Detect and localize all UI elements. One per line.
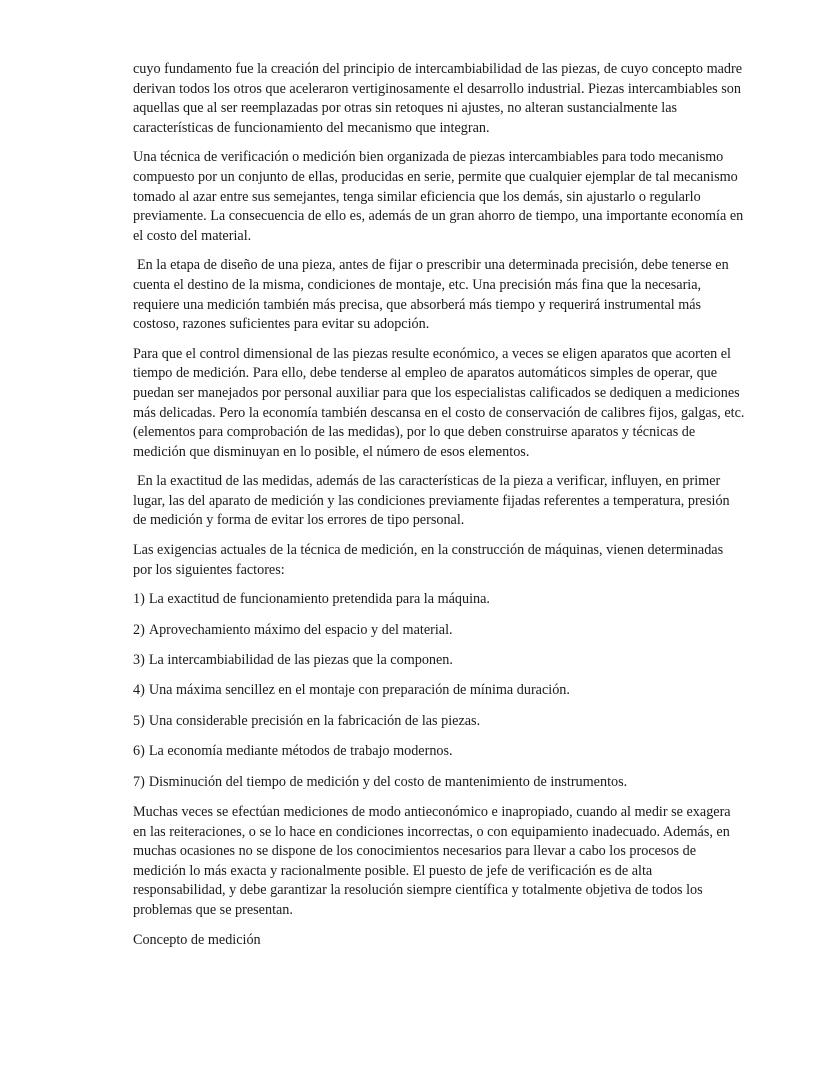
list-item-number: 2) [133, 621, 145, 638]
paragraph-dimensional-control: Para que el control dimensional de las piezas resulte económico, a veces se eligen aparatos que acorten el tiempo de medición. Para ello, debe tenderse al empleo de aparatos automáticos simples de operar, que puedan ser manejados por personal auxiliar para que los especialistas calificados se dediquen a mediciones más delicadas. Pero la economía también descansa en el costo de conservación de calibres fijos, galgas, etc. (elementos para comprobación de las medidas), por lo que deben construirse aparatos y técnicas de medición que disminuyan en lo posible, el número de esos elementos. [133, 345, 745, 460]
factors-list [133, 590, 745, 792]
list-item [133, 651, 745, 671]
list-item-text: Una considerable precisión en la fabricación de las piezas. [148, 712, 481, 729]
list-item [133, 712, 745, 732]
paragraph-uneconomical-measurement: Muchas veces se efectúan mediciones de modo antieconómico e inapropiado, cuando al medir se exagera en las reiteraciones, o se lo hace en condiciones incorrectas, o con equipamiento inadecuado. Además, en muchas ocasiones no se dispone de los conocimientos necesarios para llevar a cabo los procesos de medición lo más exacta y racionalmente posible. El puesto de jefe de verificación es de alta responsabilidad, y debe garantizar la resolución siempre científica y totalmente objetiva de todos los problemas que se presentan. [133, 803, 731, 918]
paragraph-interchangeability: cuyo fundamento fue la creación del principio de intercambiabilidad de las piezas, de cuyo concepto madre derivan todos los otros que aceleraron vertiginosamente el desarrollo industrial. Piezas intercambiables son aquellas que al ser reemplazadas por otras sin retoques ni ajustes, no alteran sustancialmente las características de funcionamiento del mecanismo que integran. [133, 61, 743, 136]
paragraph-requirements-intro: Las exigencias actuales de la técnica de medición, en la construcción de máquinas, vienen determinadas por los siguientes factores: [133, 542, 724, 578]
list-item-number: 5) [133, 712, 145, 729]
list-item [133, 773, 745, 793]
list-item-number: 4) [133, 682, 145, 699]
list-item-text: La economía mediante métodos de trabajo modernos. [148, 743, 453, 760]
list-item-text: La exactitud de funcionamiento pretendida para la máquina. [148, 591, 490, 608]
list-item-number: 3) [133, 652, 145, 669]
list-item [133, 742, 745, 762]
list-item [133, 621, 745, 641]
list-item-text: Aprovechamiento máximo del espacio y del material. [148, 621, 453, 638]
list-item-text: Disminución del tiempo de medición y del costo de mantenimiento de instrumentos. [148, 773, 628, 790]
list-item-number: 7) [133, 773, 145, 790]
section-heading: Concepto de medición [133, 931, 261, 948]
list-item [133, 590, 745, 610]
list-item-text: La intercambiabilidad de las piezas que la componen. [148, 652, 453, 669]
document-page [133, 60, 745, 950]
list-item-text: Una máxima sencillez en el montaje con preparación de mínima duración. [148, 682, 570, 699]
paragraph-design-stage: En la etapa de diseño de una pieza, antes de fijar o prescribir una determinada precisión, debe tenerse en cuenta el destino de la misma, condiciones de montaje, etc. Una precisión más fina que la necesaria, requiere una medición también más precisa, que absorberá más tiempo y requerirá instrumental más costoso, razones suficientes para evitar su adopción. [133, 257, 729, 333]
list-item [133, 681, 745, 701]
list-item-number: 1) [133, 591, 145, 608]
paragraph-measurement-accuracy: En la exactitud de las medidas, además de las características de la pieza a verificar, influyen, en primer lugar, las del aparato de medición y las condiciones previamente fijadas referentes a temperatura, presión de medición y forma de evitar los errores de tipo personal. [133, 473, 730, 529]
list-item-number: 6) [133, 743, 145, 760]
paragraph-verification-technique: Una técnica de verificación o medición bien organizada de piezas intercambiables para todo mecanismo compuesto por un conjunto de ellas, producidas en serie, permite que cualquier ejemplar de tal mecanismo tomado al azar entre sus semejantes, tenga similar eficiencia que los demás, sin ajustarlo o regularlo previamente. La consecuencia de ello es, además de un gran ahorro de tiempo, una importante economía en el costo del material. [133, 149, 744, 244]
